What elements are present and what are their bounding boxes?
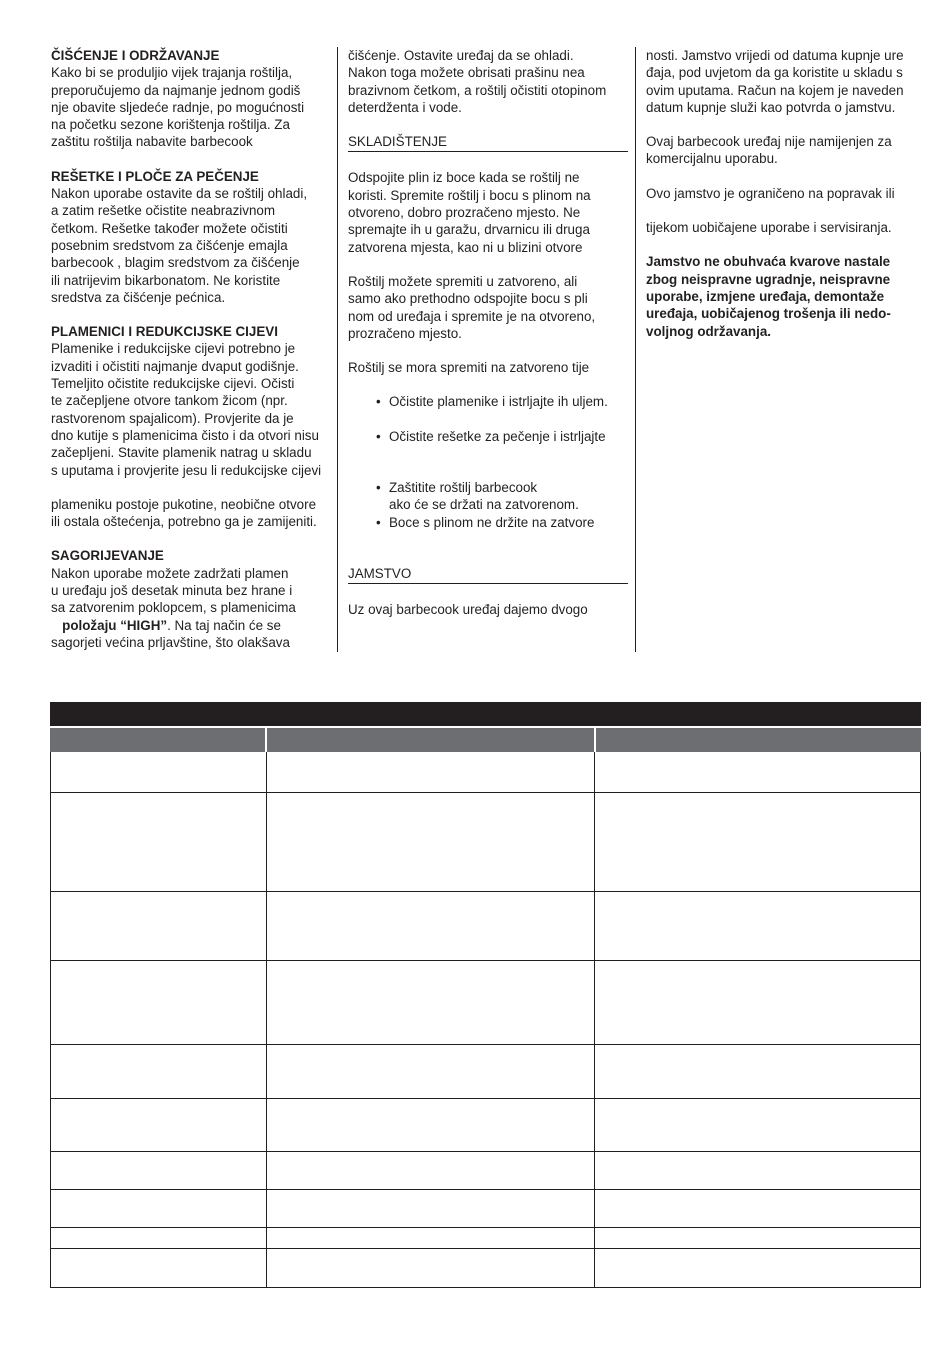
table-header-row [50,726,921,752]
paragraph-burners-venturi: Plamenike i redukcijske cijevi potrebno je izvaditi i očistiti najmanje dvaput godišnje. Temeljito očistite redukcijske cijevi. Očisti te začepljene otvore tankom žicom (npr. rastvorenom spajalicom). Provjerite da je dno kutije s plamenicima čisto i da otvori nisu začepljeni. Stavite plamenik natrag u skladu s uputama i provjerite jesu li redukcijske cijevi [51,341,322,478]
burn-off-high-position: položaju “HIGH” [62,617,168,633]
table-row [51,752,920,793]
table-cell [51,1228,267,1248]
table-cell [595,1099,920,1151]
table-cell [51,752,267,792]
column-1 [51,47,336,651]
table-row [51,1228,920,1249]
table-row [51,961,920,1045]
bullet-dot: • [376,480,381,496]
bullet-dot: • [376,514,381,530]
heading-cleaning-maintenance: ČIŠĆENJE I ODRŽAVANJE [51,48,220,63]
table-cell [595,1152,920,1189]
table-cell [267,1099,595,1151]
paragraph-not-commercial: Ovaj barbecook uređaj nije namijenjen za komercijalnu uporabu. [646,134,892,167]
bullet-text: Očistite rešetke za pečenje i istrljajte [389,428,606,444]
table-cell [51,1190,267,1227]
table-cell [267,1228,595,1248]
table-cell [595,892,920,960]
paragraph-warranty-validity: nosti. Jamstvo vrijedi od datuma kupnje ure đaja, pod uvjetom da ga koristite u skladu s ovim uputama. Račun na kojem je naveden datum kupnje služi kao potvrda o jamstvu. [646,48,904,115]
paragraph-burner-damage: plameniku postoje pukotine, neobične otvore ili ostala oštećenja, potrebno ga je zamijeniti. [51,496,317,530]
bullet-item [348,514,628,531]
table-cell [595,1045,920,1098]
paragraph-normal-use: tijekom uobičajene uporabe i servisiranja. [646,220,892,236]
table-cell [267,961,595,1044]
table-cell [267,793,595,891]
paragraph-grates-plates: Nakon uporabe ostavite da se roštilj ohladi, a zatim rešetke očistite neabrazivnom četkom. Rešetke također možete očistiti posebnim sredstvom za čišćenje emajla barbecook , blagim sredstvom za čišćenje ili natrijevim bikarbonatom. Ne koristite sredstva za čišćenje pećnica. [51,186,308,305]
troubleshooting-table [50,702,921,1288]
paragraph-cleaning-intro: Kako bi se produljio vijek trajanja roštilja, preporučujemo da najmanje jednom godiš nje obavite sljedeće radnje, po mogućnosti na početku sezone korištenja roštilja. Za zaštitu roštilja nabavite barbecook [51,65,305,150]
table-cell [595,1249,920,1287]
table-cell [595,793,920,891]
table-cell [595,1228,920,1248]
paragraph-storage-indoor: Roštilj možete spremiti u zatvoreno, ali samo ako prethodno odspojite bocu s pli nom od uređaja i spremite je na otvoreno, prozračeno mjesto. [348,273,596,341]
bullet-item [348,479,628,514]
bullet-item [348,428,628,445]
paragraph-warranty-exclusions: Jamstvo ne obuhvaća kvarove nastale zbog neispravne ugradnje, neispravne uporabe, izmjene uređaja, demontaže uređaja, uobičajenog trošenja ili nedo- voljnog održavanja. [646,254,891,339]
table-cell [51,1249,267,1287]
paragraph-burn-off-end: sagorjeti većina prljavštine, što olakšava [51,634,290,650]
table-cell [267,752,595,792]
table-header-cell [596,728,921,752]
table-body [50,752,921,1288]
heading-grates-plates: REŠETKE I PLOČE ZA PEČENJE [51,168,259,184]
heading-warranty: JAMSTVO [348,565,628,584]
bullet-dot: • [376,428,381,444]
table-row [51,1099,920,1152]
table-cell [267,892,595,960]
table-cell [595,752,920,792]
table-header-cell [267,728,596,752]
bullet-text: Zaštitite roštilj barbecook ako će se držati na zatvorenom. [389,480,579,513]
paragraph-storage-gas: Odspojite plin iz boce kada se roštilj ne koristi. Spremite roštilj i bocu s plinom na otvoreno, dobro prozračeno mjesto. Ne spremajte ih u garažu, drvarnicu ili druga zatvorena mjesta, kao ni u blizini otvore [348,170,591,255]
paragraph-warranty-intro: Uz ovaj barbecook uređaj dajemo dvogo [348,602,588,618]
column-divider-2 [635,47,636,652]
bullet-text: Očistite plamenike i istrljajte ih uljem. [389,394,608,410]
column-2 [348,47,628,619]
paragraph-warranty-limit: Ovo jamstvo je ograničeno na popravak ili [646,185,895,201]
bullet-text: Boce s plinom ne držite na zatvore [389,514,595,530]
heading-burn-off: SAGORIJEVANJE [51,548,164,564]
column-divider-1 [337,47,338,652]
table-row [51,1045,920,1099]
table-row [51,1190,920,1228]
bullet-item [348,393,628,410]
table-cell [595,961,920,1044]
table-cell [267,1190,595,1227]
table-cell [51,1099,267,1151]
table-cell [267,1249,595,1287]
table-title-bar [50,702,921,726]
burn-off-high-rest: . Na taj način će se [167,617,281,633]
table-cell [267,1152,595,1189]
table-cell [51,793,267,891]
table-cell [51,961,267,1044]
bullet-dot: • [376,394,381,410]
paragraph-burn-off: Nakon uporabe možete zadržati plamen u uređaju još desetak minuta bez hrane i sa zatvorenim poklopcem, s plamenicima [51,565,296,616]
table-row [51,1249,920,1288]
paragraph-burn-off-high [51,617,336,634]
heading-burners-venturi: PLAMENICI I REDUKCIJSKE CIJEVI [51,324,278,340]
table-cell [267,1045,595,1098]
paragraph-storage-winter: Roštilj se mora spremiti na zatvoreno tije [348,360,590,376]
table-cell [51,892,267,960]
table-row [51,892,920,961]
table-header-cell [50,728,267,752]
table-cell [595,1190,920,1227]
paragraph-cleaning-continued: čišćenje. Ostavite uređaj da se ohladi. Nakon toga možete obrisati prašinu nea brazivnom četkom, a roštilj očistiti otopinom deterdženta i vode. [348,48,607,115]
table-row [51,1152,920,1190]
table-cell [51,1152,267,1189]
table-cell [51,1045,267,1098]
table-row [51,793,920,892]
heading-storage: SKLADIŠTENJE [348,133,628,152]
column-3 [646,47,931,340]
